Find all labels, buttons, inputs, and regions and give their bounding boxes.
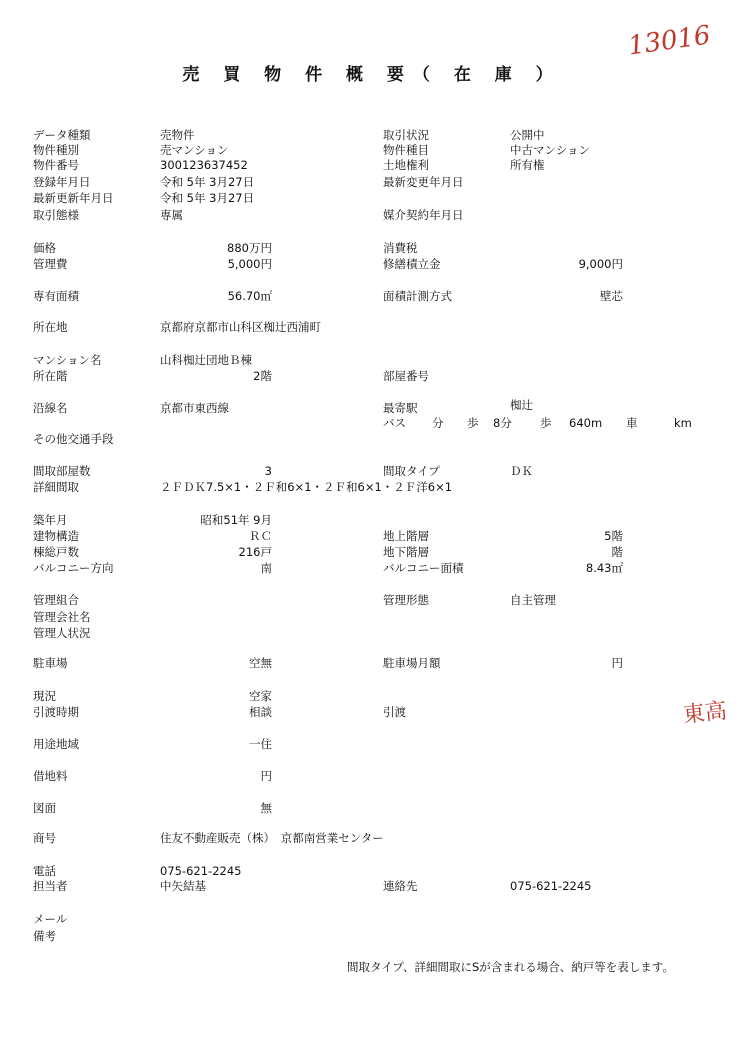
field-label: 所在地 — [33, 320, 68, 334]
field-value: ＤＫ — [510, 464, 533, 478]
field-label: 物件種目 — [383, 143, 429, 157]
field-label: 管理組合 — [33, 593, 79, 607]
field-label: 電話 — [33, 864, 56, 878]
field-label: 登録年月日 — [33, 175, 91, 189]
field-label: 駐車場月額 — [383, 656, 441, 670]
field-value: 中古マンション — [510, 143, 590, 157]
field-label: 間取部屋数 — [33, 464, 91, 478]
car-label: 車 — [626, 416, 638, 430]
field-label: 所在階 — [33, 369, 68, 383]
walk-label-1: 歩 — [467, 416, 479, 430]
field-value: 中矢結基 — [160, 879, 206, 893]
field-label: 引渡時期 — [33, 705, 79, 719]
walk-distance: 640m — [569, 416, 603, 430]
field-label: 築年月 — [33, 513, 68, 527]
bus-minutes-unit: 分 — [432, 416, 444, 430]
field-value: 令和 5年 3月27日 — [160, 191, 255, 205]
field-label: 担当者 — [33, 879, 68, 893]
field-label: 物件番号 — [33, 158, 79, 172]
field-label: 消費税 — [383, 241, 418, 255]
field-label: 最新更新年月日 — [33, 191, 114, 205]
field-label: 建物構造 — [33, 529, 79, 543]
field-label: 沿線名 — [33, 401, 68, 415]
footnote: 間取タイプ、詳細間取にSが含まれる場合、納戸等を表します。 — [347, 960, 674, 974]
field-label: データ種類 — [33, 128, 91, 142]
field-value: 空無 — [249, 656, 272, 670]
field-value: 公開中 — [510, 128, 545, 142]
field-label: 土地権利 — [383, 158, 429, 172]
field-label: 借地料 — [33, 769, 68, 783]
field-label: 棟総戸数 — [33, 545, 79, 559]
field-value: ２ＦＤＫ7.5×1・２Ｆ和6×1・２Ｆ和6×1・２Ｆ洋6×1 — [160, 480, 453, 494]
handwritten-number: 13016 — [626, 20, 713, 62]
page-title: 売 買 物 件 概 要（ 在 庫 ） — [182, 65, 562, 85]
field-value: 空家 — [249, 689, 272, 703]
field-label: 管理費 — [33, 257, 68, 271]
field-value: 無 — [260, 801, 272, 815]
value-nearest-station: 椥辻 — [510, 398, 533, 412]
field-label: 駐車場 — [33, 656, 68, 670]
field-value: 216戸 — [238, 545, 272, 559]
field-label: 地上階層 — [383, 529, 429, 543]
field-value: 壁芯 — [600, 289, 623, 303]
field-label: 商号 — [33, 831, 56, 845]
field-value: 075-621-2245 — [510, 879, 592, 893]
field-value: 880万円 — [227, 241, 272, 255]
field-value: 5,000円 — [227, 257, 272, 271]
field-value: ＲＣ — [249, 529, 272, 543]
field-value: 売マンション — [160, 143, 229, 157]
car-km-unit: km — [674, 416, 692, 430]
field-value: 9,000円 — [578, 257, 623, 271]
field-value: 300123637452 — [160, 158, 248, 172]
handwritten-stamp: 東高 — [681, 698, 729, 729]
field-value: 京都府京都市山科区椥辻西浦町 — [160, 320, 321, 334]
field-label: 備考 — [33, 929, 56, 943]
field-value: 令和 5年 3月27日 — [160, 175, 255, 189]
field-label: 図面 — [33, 801, 56, 815]
field-label: メール — [33, 912, 68, 926]
field-label: 価格 — [33, 241, 56, 255]
field-label: マンション名 — [33, 353, 102, 367]
field-label: 管理形態 — [383, 593, 429, 607]
field-label: 詳細間取 — [33, 480, 79, 494]
field-label: 地下階層 — [383, 545, 429, 559]
walk-label-2: 歩 — [540, 416, 552, 430]
field-value: 南 — [260, 561, 272, 575]
field-value: 山科椥辻団地Ｂ棟 — [160, 353, 252, 367]
field-value: 京都市東西線 — [160, 401, 229, 415]
field-label: 専有面積 — [33, 289, 79, 303]
field-value: 円 — [611, 656, 623, 670]
field-value: 専属 — [160, 208, 183, 222]
field-value: 所有権 — [510, 158, 545, 172]
field-value: 56.70㎡ — [227, 289, 272, 303]
field-label: その他交通手段 — [33, 432, 114, 446]
field-value: 自主管理 — [510, 593, 556, 607]
field-value: 住友不動産販売（株） 京都南営業センター — [160, 831, 384, 845]
field-label: 現況 — [33, 689, 56, 703]
field-label: 部屋番号 — [383, 369, 429, 383]
field-label: 管理人状況 — [33, 626, 91, 640]
field-value: 相談 — [249, 705, 272, 719]
field-label: 連絡先 — [383, 879, 418, 893]
field-label: 最新変更年月日 — [383, 175, 464, 189]
field-value: 5階 — [604, 529, 623, 543]
field-label: 修繕積立金 — [383, 257, 441, 271]
field-label: 引渡 — [383, 705, 406, 719]
label-nearest-station: 最寄駅 — [383, 401, 418, 415]
bus-label: バス — [383, 416, 406, 430]
field-label: 間取タイプ — [383, 464, 440, 478]
field-label: 媒介契約年月日 — [383, 208, 464, 222]
field-label: 物件種別 — [33, 143, 79, 157]
field-value: 2階 — [253, 369, 272, 383]
field-value: 売物件 — [160, 128, 195, 142]
field-label: 取引状況 — [383, 128, 429, 142]
field-label: 用途地域 — [33, 737, 79, 751]
walk-minutes: 8分 — [493, 416, 512, 430]
field-value: 昭和51年 9月 — [200, 513, 272, 527]
field-value: 階 — [611, 545, 623, 559]
field-value: 3 — [264, 464, 272, 478]
field-label: 面積計測方式 — [383, 289, 452, 303]
field-value: 075-621-2245 — [160, 864, 242, 878]
field-value: 円 — [260, 769, 272, 783]
field-label: 取引態様 — [33, 208, 79, 222]
field-label: バルコニー面積 — [383, 561, 464, 575]
field-label: バルコニー方向 — [33, 561, 114, 575]
field-label: 管理会社名 — [33, 610, 91, 624]
field-value: 一住 — [249, 737, 272, 751]
field-value: 8.43㎡ — [585, 561, 623, 575]
